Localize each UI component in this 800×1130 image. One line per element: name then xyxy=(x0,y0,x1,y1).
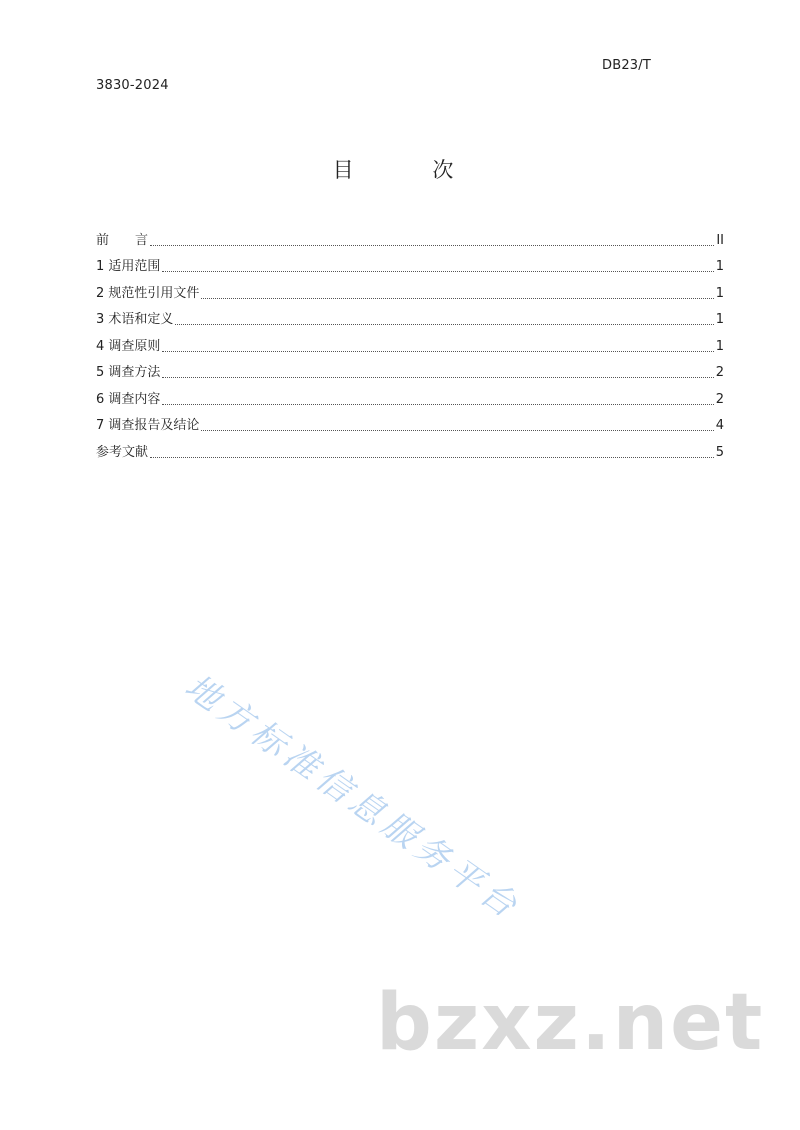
watermark-text: 地方标准信息服务平台 xyxy=(177,666,529,929)
toc-leader xyxy=(175,324,713,325)
toc-entry-number: 5 xyxy=(96,365,105,380)
toc-entry-label: 调查原则 xyxy=(108,338,161,354)
toc-entry-label: 适用范围 xyxy=(108,259,161,274)
toc-entry-label: 调查方法 xyxy=(108,365,161,380)
toc-entry-1[interactable] xyxy=(96,249,724,276)
toc-entry-page: 1 xyxy=(715,259,724,274)
toc-entry-label: 参考文献 xyxy=(96,444,149,460)
toc-entry-label: 规范性引用文件 xyxy=(108,285,200,301)
toc-entry-page: 1 xyxy=(715,285,724,301)
toc-entry-page: 1 xyxy=(715,312,724,327)
standard-number: 3830-2024 xyxy=(96,78,169,93)
standard-prefix: DB23/T xyxy=(602,58,651,73)
toc-entry-3[interactable] xyxy=(96,302,724,329)
toc-leader xyxy=(201,298,713,299)
toc-entry-label: 调查内容 xyxy=(108,391,161,407)
toc-entry-number: 7 xyxy=(96,418,105,433)
toc-entry-page: 1 xyxy=(715,338,724,354)
toc-entry-page: 5 xyxy=(715,444,724,460)
toc-leader xyxy=(150,457,714,458)
table-of-contents xyxy=(96,222,724,461)
toc-entry-6[interactable] xyxy=(96,381,724,408)
toc-entry-page: II xyxy=(716,232,724,248)
toc-entry-number: 6 xyxy=(96,391,105,407)
toc-leader xyxy=(162,404,713,405)
toc-entry-number: 3 xyxy=(96,312,105,327)
toc-entry-page: 4 xyxy=(715,418,724,433)
toc-entry-5[interactable] xyxy=(96,355,724,382)
toc-entry-references[interactable] xyxy=(96,434,724,461)
toc-entry-number: 1 xyxy=(96,259,105,274)
toc-leader xyxy=(162,271,713,272)
toc-entry-label: 调查报告及结论 xyxy=(108,418,200,433)
page-title: 目 次 xyxy=(332,158,490,182)
toc-entry-label: 前 言 xyxy=(96,232,149,248)
toc-entry-number: 4 xyxy=(96,338,105,354)
toc-leader xyxy=(162,351,713,352)
toc-entry-page: 2 xyxy=(715,391,724,407)
toc-leader xyxy=(201,430,713,431)
toc-entry-2[interactable] xyxy=(96,275,724,302)
toc-leader xyxy=(150,245,714,246)
toc-entry-foreword[interactable] xyxy=(96,222,724,249)
toc-entry-page: 2 xyxy=(715,365,724,380)
toc-leader xyxy=(162,377,713,378)
site-watermark: bzxz.net xyxy=(376,978,765,1068)
toc-entry-7[interactable] xyxy=(96,408,724,435)
toc-entry-4[interactable] xyxy=(96,328,724,355)
toc-entry-number: 2 xyxy=(96,285,105,301)
toc-entry-label: 术语和定义 xyxy=(108,312,174,327)
